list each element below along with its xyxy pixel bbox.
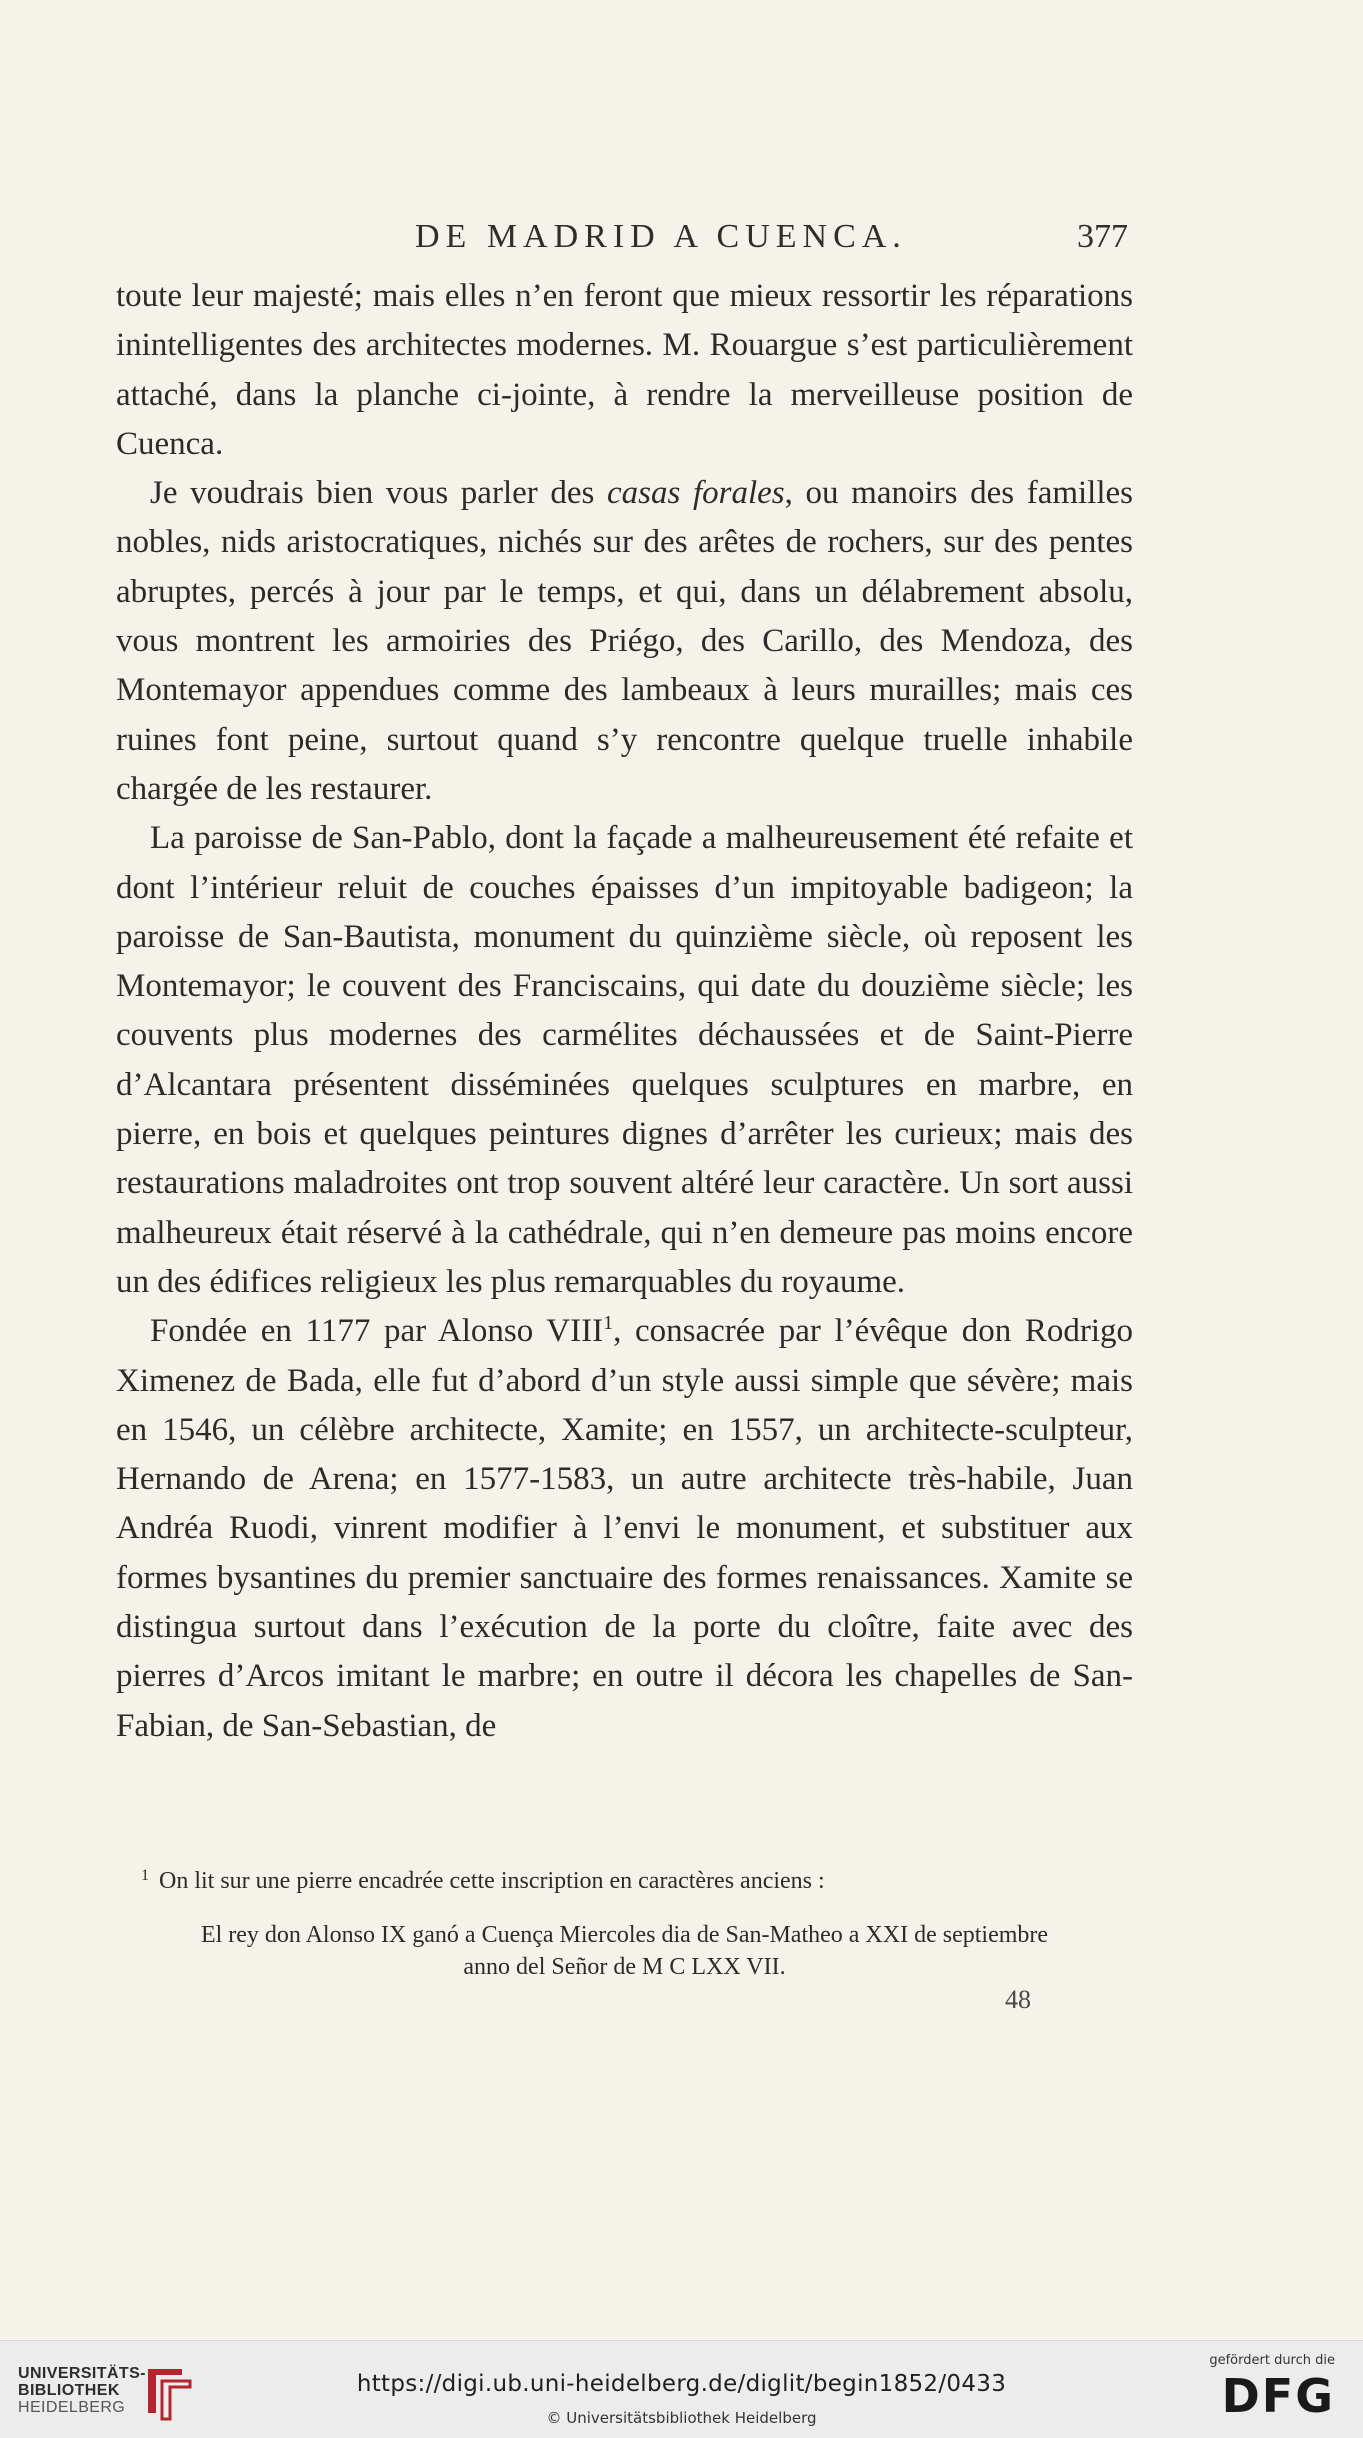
page-number: 377 <box>1077 218 1128 255</box>
copyright-notice: © Universitätsbibliothek Heidelberg <box>546 2409 817 2427</box>
paragraph <box>116 1307 1133 1751</box>
footnote-line <box>116 1858 1133 1899</box>
footnote <box>116 1858 1133 1983</box>
viewer-footer <box>0 2340 1363 2438</box>
paragraph: La paroisse de San-Pablo, dont la façade a malheureusement été refaite et dont l’intérieur reluit de couches épaisses d’un impitoyable badigeon; la paroisse de San-Bautista, monument du quinzième siècle, où reposent les Montemayor; le couvent des Franciscains, qui date du douzième siècle; les couvents plus modernes des carmélites déchaussées et de Saint-Pierre d’Alcantara présentent disséminées quelques sculptures en marbre, en pierre, en bois et quelques peintures dignes d’arrêter les curieux; mais des restaurations maladroites ont trop souvent altéré leur caractère. Un sort aussi malheureux était réservé à la cathédrale, qui n’en demeure pas moins encore un des édifices religieux les plus remarquables du royaume. <box>116 820 1133 1300</box>
running-title: DE MADRID A CUENCA. <box>415 218 907 255</box>
running-head <box>0 218 1363 262</box>
funder-caption: gefördert durch die <box>1209 2353 1335 2368</box>
paragraph-text: , consacrée par l’évêque don Rodrigo Ximenez de Bada, elle fut d’abord d’un style aussi simple que sévère; mais en 1546, un célèbre architecte, Xamite; en 1557, un architecte-sculpteur, Hernando de Arena; en 1577-1583, un autre architecte très-habile, Juan Andréa Ruodi, vinrent modifier à l’envi le monument, et substituer aux formes bysantines du premier sanctuaire des formes renaissances. Xamite se distingua surtout dans l’exécution de la porte du cloître, faite avec des pierres d’Arcos imitant le marbre; en outre il décora les chapelles de San-Fabian, de San-Sebastian, de <box>116 1313 1133 1744</box>
body-text <box>116 272 1133 1751</box>
funder-logo[interactable] <box>1205 2353 1335 2428</box>
footnote-inscription <box>116 1919 1133 1983</box>
inscription-line: El rey don Alonso IX ganó a Cuença Miercoles dia de San-Matheo a XXI de septiembre <box>200 1922 1049 1948</box>
paragraph-text: Fondée en 1177 par Alonso VIII <box>150 1313 604 1350</box>
italic-term: casas forales <box>607 475 785 512</box>
footnote-text: On lit sur une pierre encadrée cette inscription en caractères anciens : <box>159 1868 825 1894</box>
library-name-line: BIBLIOTHEK <box>18 2382 120 2399</box>
dfg-logo-icon: DFG <box>1221 2369 1335 2423</box>
paragraph <box>116 469 1133 814</box>
library-name-line: HEIDELBERG <box>18 2399 126 2416</box>
paragraph-text: Je voudrais bien vous parler des <box>150 475 607 512</box>
signature-mark: 48 <box>1005 1985 1031 2014</box>
footnote-reference: 1 <box>603 1312 614 1335</box>
inscription-line: anno del Señor de M C LXX VII. <box>463 1954 786 1980</box>
footnote-number: 1 <box>141 1867 149 1884</box>
permalink[interactable]: https://digi.ub.uni-heidelberg.de/diglit/begin1852/0433 <box>356 2371 1007 2397</box>
paragraph-text: , ou manoirs des familles nobles, nids aristocratiques, nichés sur des arêtes de rochers, sur des pentes abruptes, percés à jour par le temps, et qui, dans un délabrement absolu, vous montrent les armoiries des Priégo, des Carillo, des Mendoza, des Montemayor appendues comme des lambeaux à leurs murailles; mais ces ruines font peine, surtout quand s’y rencontre quelque truelle inhabile chargée de les restaurer. <box>116 475 1134 807</box>
library-name-line: UNIVERSITÄTS- <box>18 2365 146 2382</box>
paragraph: toute leur majesté; mais elles n’en feront que mieux ressortir les réparations inintelligentes des architectes modernes. M. Rouargue s’est particulièrement attaché, dans la planche ci-jointe, à rendre la merveilleuse position de Cuenca. <box>116 278 1133 462</box>
